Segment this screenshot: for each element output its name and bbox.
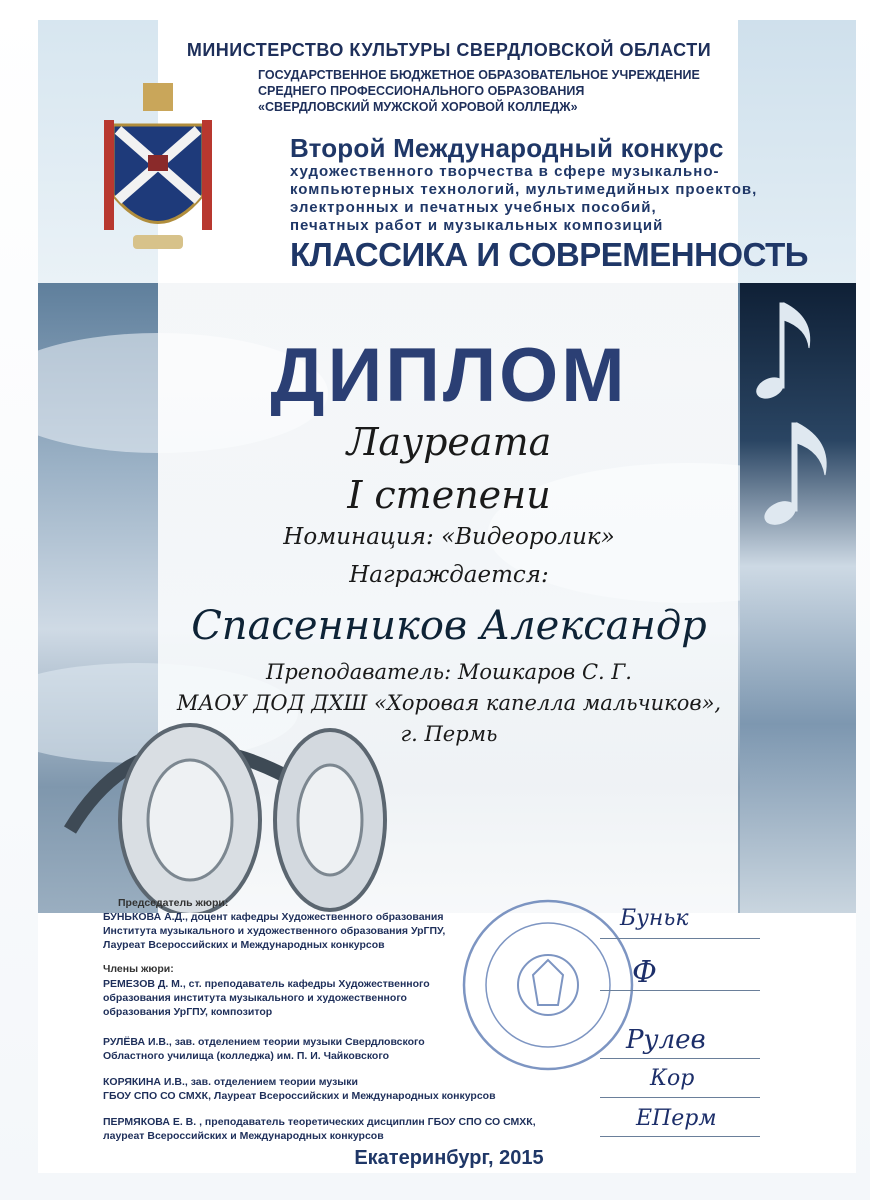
- signature-line: [600, 1136, 760, 1137]
- jury-member-line: ПЕРМЯКОВА Е. В. , преподаватель теоретических дисциплин ГБОУ СПО СО СМХК,: [103, 1116, 536, 1128]
- signature-line: [600, 1058, 760, 1059]
- signature-line: [600, 938, 760, 939]
- signature-member: Ф: [632, 955, 657, 990]
- jury-member-line: ГБОУ СПО СО СМХК, Лауреат Всероссийских и Международных конкурсов: [103, 1090, 496, 1102]
- contest-title: Второй Международный конкурс: [290, 133, 724, 163]
- music-note-icon: [740, 283, 856, 563]
- institution-line-2: СРЕДНЕГО ПРОФЕССИОНАЛЬНОГО ОБРАЗОВАНИЯ: [258, 84, 585, 98]
- jury-member-line: лауреат Всероссийских и Международных конкурсов: [103, 1130, 384, 1142]
- signature-chair: Буньк: [620, 906, 689, 931]
- coat-of-arms-icon: [98, 75, 218, 260]
- jury-member-line: РУЛЁВА И.В., зав. отделением теории музыки Свердловского: [103, 1036, 425, 1048]
- school-text: МАОУ ДОД ДХШ «Хоровая капелла мальчиков»,: [176, 691, 722, 715]
- jury-member-line: Областного училища (колледжа) им. П. И. Чайковского: [103, 1050, 389, 1062]
- footer-city-year: Екатеринбург, 2015: [354, 1147, 544, 1169]
- jury-members-label: Члены жюри:: [103, 963, 174, 975]
- seal-stamp-icon: [458, 895, 638, 1075]
- jury-chair-line: БУНЬКОВА А.Д., доцент кафедры Художественного образования: [103, 911, 444, 923]
- institution-line-1: ГОСУДАРСТВЕННОЕ БЮДЖЕТНОЕ ОБРАЗОВАТЕЛЬНОЕ УЧРЕЖДЕНИЕ: [258, 68, 700, 82]
- contest-line-3: электронных и печатных учебных пособий,: [290, 199, 657, 216]
- signature-line: [600, 990, 760, 991]
- city-text: г. Пермь: [400, 722, 498, 746]
- jury-member-line: РЕМЕЗОВ Д. М., ст. преподаватель кафедры Художественного: [103, 978, 430, 990]
- institution-line-3: «СВЕРДЛОВСКИЙ МУЖСКОЙ ХОРОВОЙ КОЛЛЕДЖ»: [258, 100, 578, 114]
- ministry-title: МИНИСТЕРСТВО КУЛЬТУРЫ СВЕРДЛОВСКОЙ ОБЛАСТИ: [186, 40, 712, 60]
- jury-member-line: КОРЯКИНА И.В., зав. отделением теории музыки: [103, 1076, 358, 1088]
- teacher-text: Преподаватель: Мошкаров С. Г.: [266, 660, 632, 684]
- recipient-name: Спасенников Александр: [191, 603, 707, 649]
- awarded-label: Награждается:: [349, 562, 549, 588]
- degree-text: I степени: [347, 473, 551, 517]
- jury-member-line: образования УрГПУ, композитор: [103, 1006, 273, 1018]
- signature-line: [600, 1097, 760, 1098]
- signature-member: ЕПерм: [636, 1106, 717, 1131]
- contest-line-4: печатных работ и музыкальных композиций: [290, 217, 664, 234]
- jury-chair-label: Председатель жюри:: [118, 897, 229, 909]
- signature-member: Кор: [650, 1066, 695, 1091]
- jury-chair-line: Лауреат Всероссийских и Международных конкурсов: [103, 939, 385, 951]
- laureate-text: Лауреата: [346, 420, 552, 464]
- signature-member: Рулев: [626, 1025, 706, 1055]
- contest-line-1: художественного творчества в сфере музыкально-: [290, 163, 720, 180]
- nomination-text: Номинация: «Видеоролик»: [283, 524, 615, 550]
- jury-chair-line: Института музыкального и художественного образования УрГПУ,: [103, 925, 446, 937]
- diploma-heading: ДИПЛОМ: [270, 333, 628, 418]
- contest-line-2: компьютерных технологий, мультимедийных проектов,: [290, 181, 758, 198]
- jury-member-line: образования института музыкального и художественного: [103, 992, 407, 1004]
- contest-name: КЛАССИКА И СОВРЕМЕННОСТЬ: [290, 236, 808, 273]
